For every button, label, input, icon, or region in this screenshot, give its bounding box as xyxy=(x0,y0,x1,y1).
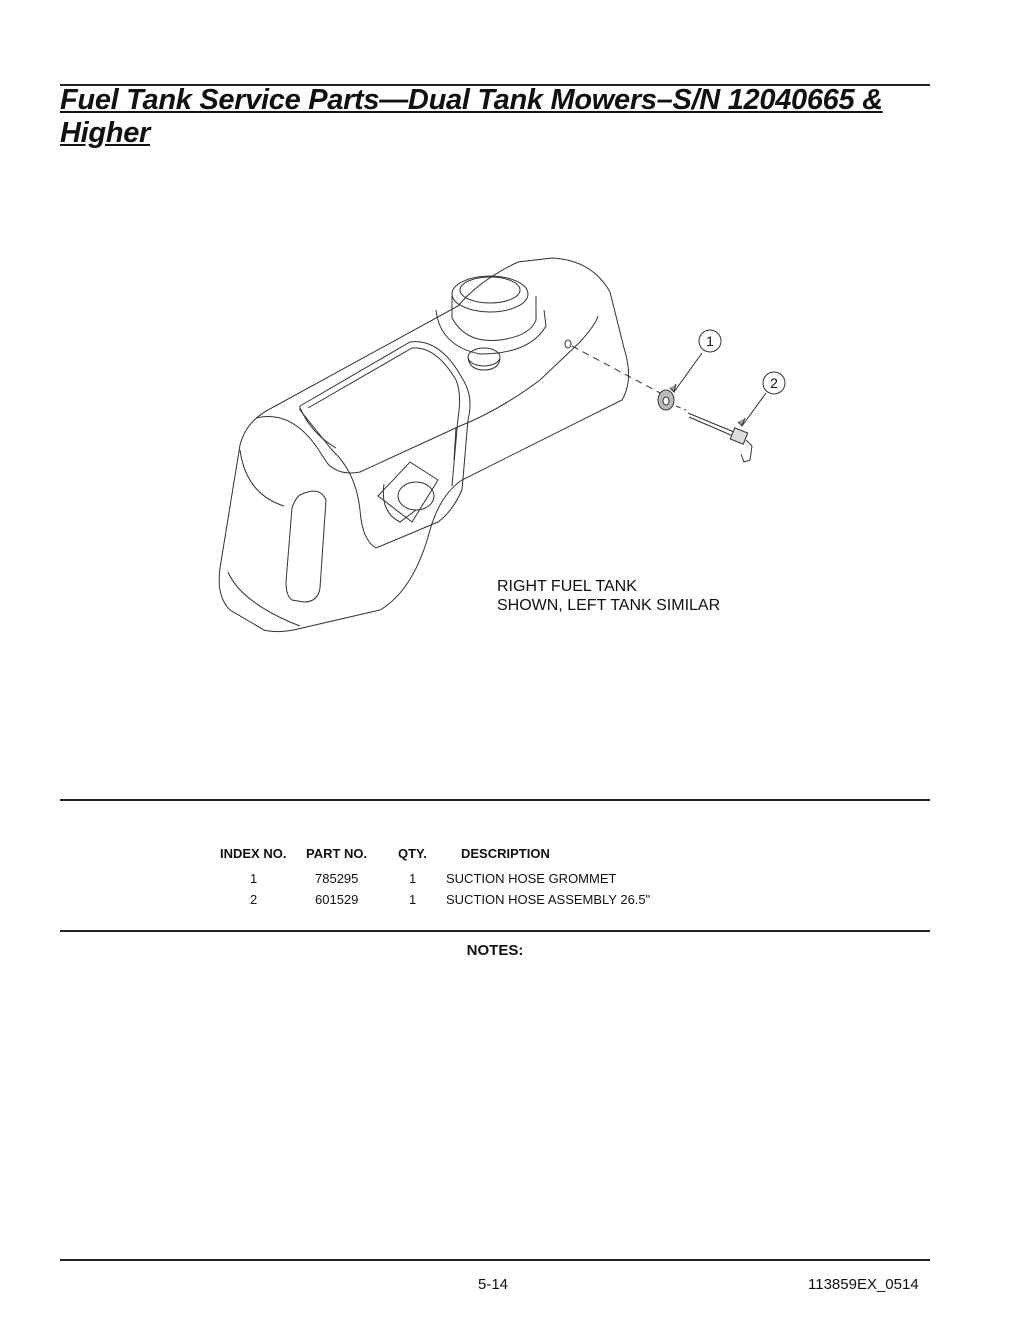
callout-1 xyxy=(699,330,721,352)
row-part-no: 601529 xyxy=(315,892,359,907)
row-index: 2 xyxy=(250,892,258,907)
suction-hose-grommet xyxy=(658,390,674,410)
header-part-no: PART NO. xyxy=(306,846,368,861)
row-qty: 1 xyxy=(409,871,417,886)
callout-1-leader xyxy=(674,353,702,392)
footer-rule xyxy=(60,1259,930,1261)
fuel-tank-outline xyxy=(219,258,662,632)
header-description: DESCRIPTION xyxy=(461,846,550,861)
figure-caption-line1: RIGHT FUEL TANK xyxy=(497,578,637,595)
row-index: 1 xyxy=(250,871,258,886)
callout-2 xyxy=(763,372,785,394)
callout-2-label: 2 xyxy=(770,375,778,391)
header-index-no: INDEX NO. xyxy=(220,846,287,861)
table-bottom-rule xyxy=(60,930,930,932)
row-qty: 1 xyxy=(409,892,417,907)
row-description: SUCTION HOSE GROMMET xyxy=(446,871,617,886)
callout-2-leader xyxy=(742,393,766,426)
row-part-no: 785295 xyxy=(315,871,359,886)
document-code: 113859EX_0514 xyxy=(808,1276,919,1293)
row-description: SUCTION HOSE ASSEMBLY 26.5" xyxy=(446,892,651,907)
header-qty: QTY. xyxy=(398,846,427,861)
page-number: 5-14 xyxy=(478,1276,509,1293)
table-top-rule xyxy=(60,799,930,801)
figure-caption-line2: SHOWN, LEFT TANK SIMILAR xyxy=(497,597,721,614)
page-title: Fuel Tank Service Parts—Dual Tank Mowers–S/N 12040665 & Higher xyxy=(60,84,883,149)
callout-1-label: 1 xyxy=(706,333,714,349)
notes-label: NOTES: xyxy=(466,942,524,959)
